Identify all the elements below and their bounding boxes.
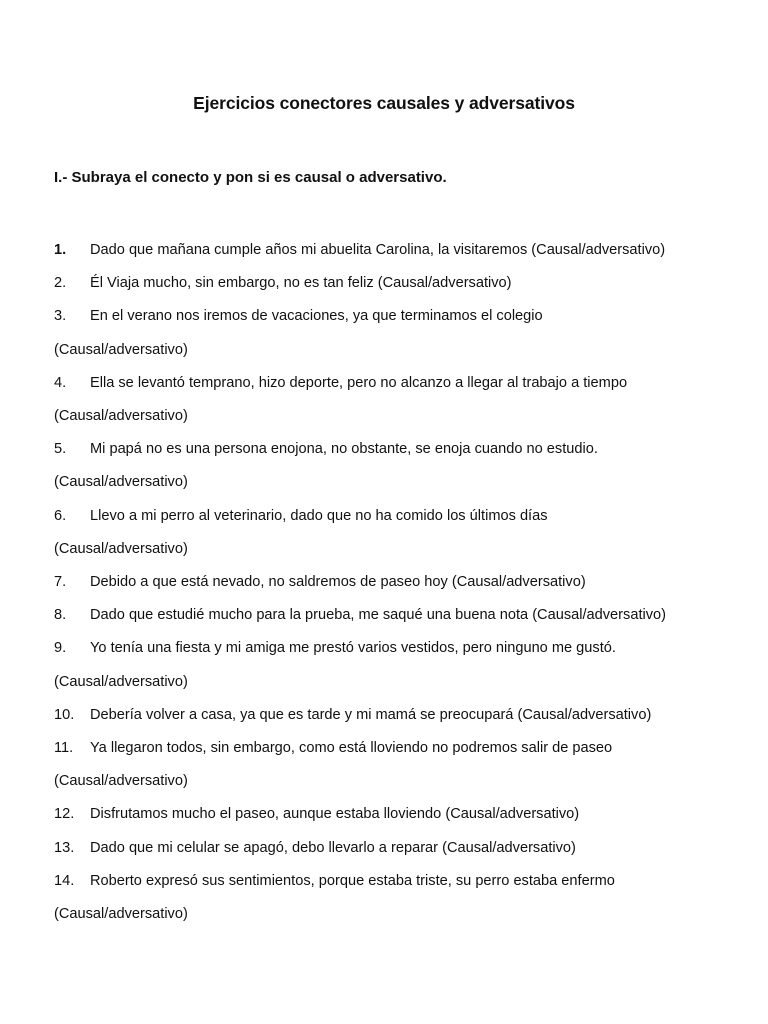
item-text: Ya llegaron todos, sin embargo, como está lloviendo no podremos salir de paseo — [90, 740, 613, 757]
item-text: Debido a que está nevado, no saldremos de paseo hoy (Causal/adversativo) — [90, 574, 586, 591]
item-number: 1. — [54, 242, 67, 258]
item-text: Dado que mi celular se apagó, debo llevarlo a reparar (Causal/adversativo) — [90, 839, 576, 856]
item-continuation: (Causal/adversativo) — [54, 906, 188, 923]
list-item — [54, 367, 734, 433]
item-number: 10. — [54, 706, 75, 723]
item-number: 7. — [54, 574, 67, 591]
list-item — [54, 267, 734, 300]
list-item — [54, 798, 734, 831]
page-title: Ejercicios conectores causales y adversativos — [193, 93, 575, 113]
list-item — [54, 732, 734, 798]
item-text: En el verano nos iremos de vacaciones, ya que terminamos el colegio — [90, 308, 543, 325]
item-continuation: (Causal/adversativo) — [54, 673, 188, 690]
item-number: 3. — [54, 308, 67, 325]
item-text: Dado que mañana cumple años mi abuelita Carolina, la visitaremos (Causal/adversativo) — [90, 242, 666, 258]
list-item — [54, 699, 734, 732]
instruction-heading: I.- Subraya el conecto y pon si es causal o adversativo. — [54, 169, 447, 186]
item-number: 12. — [54, 806, 75, 823]
item-text: Él Viaja mucho, sin embargo, no es tan feliz (Causal/adversativo) — [90, 275, 512, 292]
list-item — [54, 599, 734, 632]
item-text: Dado que estudié mucho para la prueba, me saqué una buena nota (Causal/adversativo) — [90, 607, 667, 624]
list-item — [54, 234, 734, 267]
list-item — [54, 632, 734, 698]
item-text: Ella se levantó temprano, hizo deporte, pero no alcanzo a llegar al trabajo a tiempo — [90, 374, 628, 391]
item-text: Roberto expresó sus sentimientos, porque estaba triste, su perro estaba enfermo — [90, 872, 615, 889]
item-number: 14. — [54, 872, 75, 889]
exercise-list — [54, 234, 734, 931]
item-number: 6. — [54, 507, 67, 524]
item-number: 11. — [54, 740, 74, 757]
item-number: 9. — [54, 640, 67, 657]
item-continuation: (Causal/adversativo) — [54, 540, 188, 557]
item-number: 2. — [54, 275, 67, 292]
item-text: Disfrutamos mucho el paseo, aunque estaba lloviendo (Causal/adversativo) — [90, 806, 580, 823]
item-continuation: (Causal/adversativo) — [54, 474, 188, 491]
list-item — [54, 566, 734, 599]
item-text: Llevo a mi perro al veterinario, dado que no ha comido los últimos días — [90, 507, 548, 524]
item-text: Mi papá no es una persona enojona, no obstante, se enoja cuando no estudio. — [90, 441, 598, 458]
list-item — [54, 433, 734, 499]
item-number: 5. — [54, 441, 67, 458]
item-number: 4. — [54, 374, 67, 391]
item-continuation: (Causal/adversativo) — [54, 773, 188, 790]
item-number: 13. — [54, 839, 75, 856]
item-number: 8. — [54, 607, 67, 624]
list-item — [54, 865, 734, 931]
item-continuation: (Causal/adversativo) — [54, 408, 188, 425]
list-item — [54, 500, 734, 566]
item-text: Yo tenía una fiesta y mi amiga me prestó varios vestidos, pero ninguno me gustó. — [90, 640, 616, 657]
list-item — [54, 832, 734, 865]
list-item — [54, 300, 734, 366]
item-text: Debería volver a casa, ya que es tarde y mi mamá se preocupará (Causal/adversativo) — [90, 706, 652, 723]
item-continuation: (Causal/adversativo) — [54, 341, 188, 358]
